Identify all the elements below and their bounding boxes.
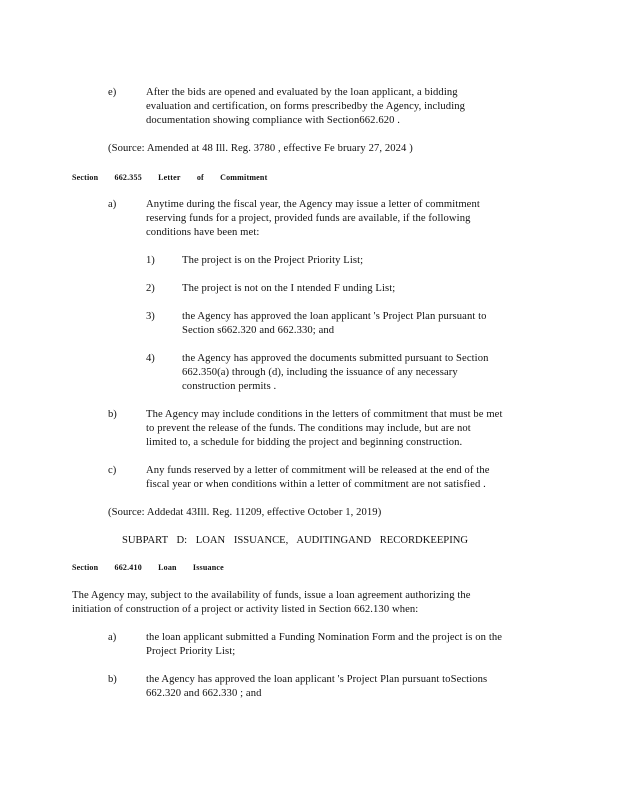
paragraph-line: evaluation and certification, on forms prescribedby the Agency, including bbox=[146, 101, 466, 112]
subitem-label: 1) bbox=[146, 255, 155, 266]
paragraph-line: documentation showing compliance with Section662.620 . bbox=[146, 115, 401, 126]
paragraph-line: the Agency has approved the documents submitted pursuant to Section bbox=[182, 353, 489, 364]
section-number: 662.355 bbox=[114, 173, 142, 182]
item-label: a) bbox=[108, 632, 117, 643]
paragraph-line: The project is on the Project Priority List; bbox=[182, 255, 364, 266]
subitem-label: 4) bbox=[146, 353, 155, 364]
paragraph-line: The project is not on the I ntended F unding List; bbox=[182, 283, 396, 294]
section-title-word: Commitment bbox=[220, 173, 268, 182]
paragraph-line: The Agency may include conditions in the letters of commitment that must be met bbox=[146, 409, 503, 420]
paragraph-line: After the bids are opened and evaluated by the loan applicant, a bidding bbox=[146, 87, 458, 98]
subpart-heading: SUBPART D: LOAN ISSUANCE, AUDITINGAND RECORDKEEPING bbox=[122, 535, 469, 546]
paragraph-line: Anytime during the fiscal year, the Agency may issue a letter of commitment bbox=[146, 199, 480, 210]
item-label: a) bbox=[108, 199, 117, 210]
section-title-word: of bbox=[196, 173, 204, 182]
section-title-word: Issuance bbox=[192, 563, 224, 572]
section-heading bbox=[72, 562, 238, 574]
paragraph-line: Section s662.320 and 662.330; and bbox=[182, 325, 335, 336]
paragraph-line: the Agency has approved the loan applicant 's Project Plan pursuant to bbox=[182, 311, 487, 322]
source-note: (Source: Amended at 48 Ill. Reg. 3780 , effective Fe bruary 27, 2024 ) bbox=[108, 143, 413, 154]
paragraph-line: The Agency may, subject to the availability of funds, issue a loan agreement authorizing the bbox=[72, 590, 471, 601]
paragraph-line: 662.320 and 662.330 ; and bbox=[146, 688, 262, 699]
paragraph-line: the loan applicant submitted a Funding Nomination Form and the project is on the bbox=[146, 632, 503, 643]
subitem-label: 3) bbox=[146, 311, 155, 322]
paragraph-line: initiation of construction of a project or activity listed in Section 662.130 when: bbox=[72, 604, 419, 615]
item-label: e) bbox=[108, 87, 117, 98]
paragraph-line: to prevent the release of the funds. The conditions may include, but are not bbox=[146, 423, 471, 434]
item-label: b) bbox=[108, 674, 117, 685]
paragraph-line: Any funds reserved by a letter of commitment will be released at the end of the bbox=[146, 465, 490, 476]
paragraph-line: reserving funds for a project, provided funds are available, if the following bbox=[146, 213, 471, 224]
section-word: Section bbox=[72, 173, 99, 182]
paragraph-line: 662.350(a) through (d), including the issuance of any necessary bbox=[182, 367, 458, 378]
section-number: 662.410 bbox=[114, 563, 142, 572]
paragraph-line: construction permits . bbox=[182, 381, 277, 392]
subitem-label: 2) bbox=[146, 283, 155, 294]
section-heading bbox=[72, 172, 281, 184]
section-title-word: Letter bbox=[158, 173, 181, 182]
section-title-word: Loan bbox=[158, 563, 177, 572]
item-label: b) bbox=[108, 409, 117, 420]
source-note: (Source: Addedat 43Ill. Reg. 11209, effective October 1, 2019) bbox=[108, 507, 382, 518]
paragraph-line: Project Priority List; bbox=[146, 646, 236, 657]
section-word: Section bbox=[72, 563, 99, 572]
item-label: c) bbox=[108, 465, 117, 476]
paragraph-line: the Agency has approved the loan applicant 's Project Plan pursuant toSections bbox=[146, 674, 488, 685]
paragraph-line: conditions have been met: bbox=[146, 227, 260, 238]
paragraph-line: fiscal year or when conditions within a letter of commitment are not satisfied . bbox=[146, 479, 486, 490]
paragraph-line: limited to, a schedule for bidding the project and beginning construction. bbox=[146, 437, 463, 448]
